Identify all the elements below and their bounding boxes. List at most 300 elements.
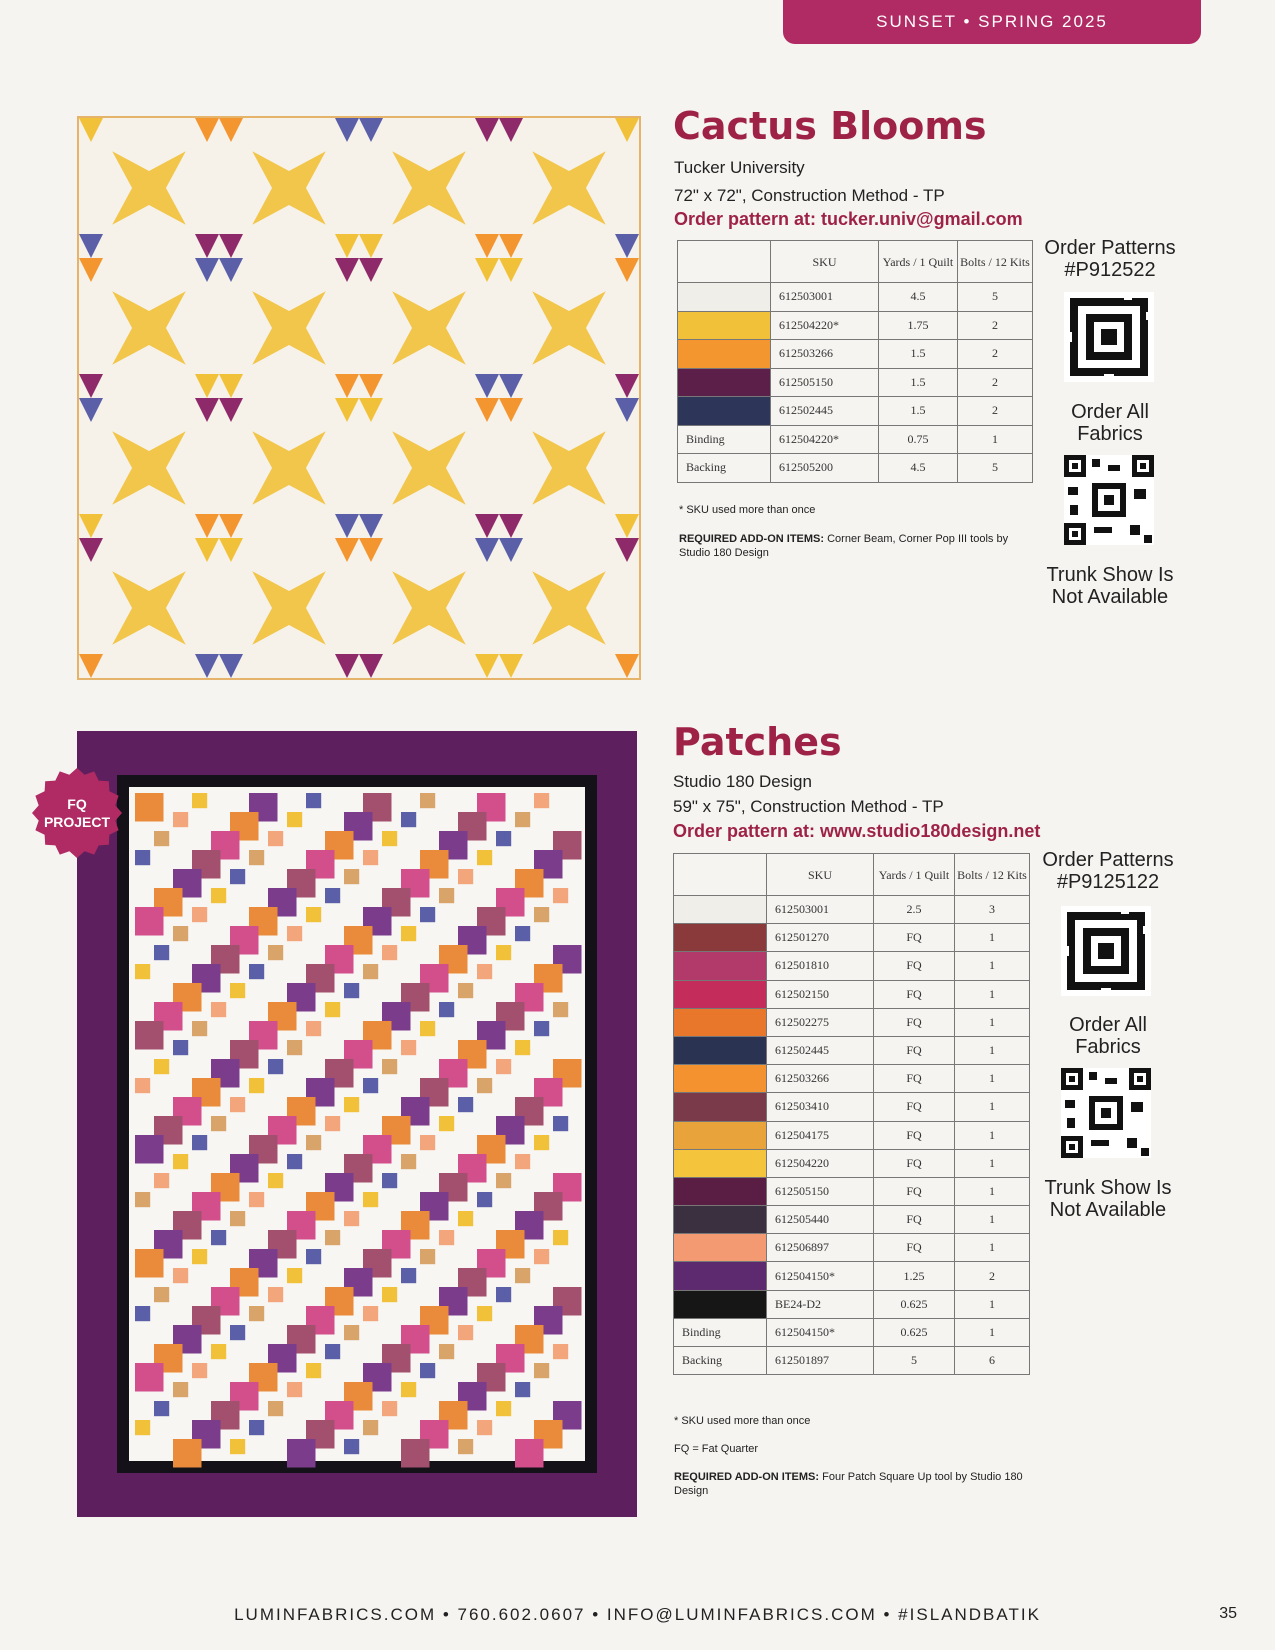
bolts-cell: 1 (955, 1290, 1030, 1318)
fabric-swatch (674, 952, 767, 980)
quilt-patch-square (287, 812, 302, 827)
order-all-text: Order All (1069, 1014, 1147, 1036)
row-label: Binding (678, 425, 771, 454)
sku-cell: 612501270 (767, 924, 874, 952)
quilt-patch-square (211, 888, 226, 903)
sku-cell: 612504175 (767, 1121, 874, 1149)
order-patterns-qr-code[interactable] (1061, 906, 1151, 996)
table-row (674, 896, 1030, 924)
fabric-swatch (674, 1121, 767, 1149)
bolts-cell: 3 (955, 896, 1030, 924)
bolts-cell: 5 (958, 283, 1033, 312)
fabric-swatch (678, 311, 771, 340)
sku-cell: 612503266 (767, 1065, 874, 1093)
quilt-patch-square (382, 1287, 397, 1302)
quilt-patch-square (401, 926, 416, 941)
quilt-patch-square (496, 1401, 511, 1416)
cactus-trunk-show-label (1040, 564, 1180, 608)
quilt-patch-square (249, 1192, 264, 1207)
yards-cell: 0.75 (879, 425, 958, 454)
quilt-patch-square (382, 1173, 397, 1188)
quilt-patch-square (458, 983, 473, 998)
quilt-patch-square (325, 1230, 340, 1245)
sku-cell: 612505150 (767, 1177, 874, 1205)
yards-cell: FQ (874, 1234, 955, 1262)
quilt-patch-square (268, 945, 283, 960)
quilt-patch-square (477, 850, 492, 865)
cactus-quilt-pattern (79, 118, 639, 678)
table-row (674, 1234, 1030, 1262)
bolts-cell: 1 (955, 1149, 1030, 1177)
quilt-patch-square (477, 964, 492, 979)
sku-cell: 612504220* (771, 311, 879, 340)
quilt-patch-square (306, 793, 321, 808)
sku-cell: 612502445 (771, 397, 879, 426)
fabric-swatch (674, 924, 767, 952)
patches-order-link[interactable]: Order pattern at: www.studio180design.net (673, 821, 1041, 841)
quilt-patch-square (363, 964, 378, 979)
yards-cell: 0.625 (874, 1318, 955, 1346)
quilt-patch-square (135, 1363, 164, 1392)
quilt-patch-square (515, 1439, 544, 1468)
table-row (678, 397, 1033, 426)
table-row (674, 952, 1030, 980)
table-row (674, 1206, 1030, 1234)
quilt-patch-square (439, 888, 454, 903)
quilt-patch-square (135, 907, 164, 936)
table-row (674, 980, 1030, 1008)
yards-cell: FQ (874, 1036, 955, 1064)
quilt-patch-square (287, 1382, 302, 1397)
fabric-swatch (674, 980, 767, 1008)
table-row (678, 340, 1033, 369)
fabric-swatch (674, 1008, 767, 1036)
swatch-header (678, 241, 771, 283)
sku-cell: 612502275 (767, 1008, 874, 1036)
quilt-patch-square (135, 1135, 164, 1164)
quilt-patch-square (249, 850, 264, 865)
not-available-text: Not Available (1051, 586, 1169, 608)
fabric-swatch (674, 1149, 767, 1177)
quilt-patch-square (306, 1363, 321, 1378)
cactus-title: Cactus Blooms (673, 104, 987, 148)
fabric-swatch (674, 896, 767, 924)
table-row (674, 1008, 1030, 1036)
patches-size: 59" x 75", Construction Method - TP (673, 797, 944, 816)
bolts-cell: 1 (955, 1093, 1030, 1121)
sku-cell: 612502150 (767, 980, 874, 1008)
yards-cell: FQ (874, 1121, 955, 1149)
quilt-patch-square (173, 1382, 188, 1397)
footer-contact: LUMINFABRICS.COM • 760.602.0607 • INFO@LUMINFABRICS.COM • #ISLANDBATIK (234, 1605, 1041, 1624)
yards-cell: FQ (874, 1093, 955, 1121)
fabric-swatch (674, 1206, 767, 1234)
quilt-patch-square (230, 1097, 245, 1112)
quilt-patch-square (382, 831, 397, 846)
catalog-section-tab: SUNSET • SPRING 2025 (783, 0, 1201, 44)
sku-cell: 612503266 (771, 340, 879, 369)
quilt-patch-square (553, 1344, 568, 1359)
cactus-required-items (679, 532, 1039, 560)
quilt-patch-square (439, 1002, 454, 1017)
fabric-swatch (674, 1065, 767, 1093)
quilt-patch-square (420, 1021, 435, 1036)
quilt-patch-square (344, 1211, 359, 1226)
quilt-patch-square (534, 1135, 549, 1150)
required-text: Four Patch Square Up tool by Studio 180 Design (674, 1471, 1023, 1497)
sku-cell: 612504220* (771, 425, 879, 454)
quilt-patch-square (344, 1325, 359, 1340)
sku-cell: 612501897 (767, 1347, 874, 1375)
quilt-patch-square (268, 831, 283, 846)
table-row (674, 1065, 1030, 1093)
quilt-patch-square (325, 1002, 340, 1017)
quilt-patch-square (420, 907, 435, 922)
yards-cell: 1.25 (874, 1262, 955, 1290)
cactus-order-link[interactable]: Order pattern at: tucker.univ@gmail.com (674, 209, 1023, 229)
patches-order-all-fabrics-label (1038, 1014, 1178, 1058)
quilt-patch-square (515, 812, 530, 827)
quilt-patch-square (496, 945, 511, 960)
sku-header: SKU (771, 241, 879, 283)
quilt-patch-square (534, 1249, 549, 1264)
table-row (674, 924, 1030, 952)
bolts-cell: 2 (958, 397, 1033, 426)
quilt-patch-square (192, 793, 207, 808)
quilt-patch-square (249, 964, 264, 979)
fabric-swatch (674, 1036, 767, 1064)
quilt-patch-square (344, 869, 359, 884)
yards-cell: 4.5 (879, 454, 958, 483)
quilt-patch-square (211, 1230, 226, 1245)
quilt-patch-square (173, 812, 188, 827)
patches-order-patterns-label (1038, 849, 1178, 893)
quilt-patch-square (477, 1420, 492, 1435)
quilt-patch-square (439, 1116, 454, 1131)
sku-header: SKU (767, 854, 874, 896)
fabric-swatch (674, 1262, 767, 1290)
cactus-designer: Tucker University (674, 158, 805, 177)
sku-cell: 612504150* (767, 1262, 874, 1290)
cactus-fabric-table (677, 240, 1033, 483)
sku-cell: 612504220 (767, 1149, 874, 1177)
quilt-patch-square (154, 1287, 169, 1302)
quilt-patch-square (287, 926, 302, 941)
bolts-header: Bolts / 12 Kits (958, 241, 1033, 283)
quilt-patch-square (173, 1040, 188, 1055)
quilt-patch-square (534, 793, 549, 808)
fabrics-text: Fabrics (1075, 1036, 1141, 1058)
quilt-patch-square (173, 926, 188, 941)
quilt-patch-square (401, 1040, 416, 1055)
fabric-swatch (678, 368, 771, 397)
bolts-cell: 1 (955, 1065, 1030, 1093)
table-row (674, 1290, 1030, 1318)
quilt-patch-square (515, 1154, 530, 1169)
table-row (678, 311, 1033, 340)
quilt-patch-square (135, 1078, 150, 1093)
quilt-patch-square (477, 1078, 492, 1093)
quilt-patch-square (534, 907, 549, 922)
quilt-patch-square (420, 1135, 435, 1150)
quilt-patch-square (135, 964, 150, 979)
patches-fq-note: FQ = Fat Quarter (674, 1443, 759, 1455)
yards-cell: 0.625 (874, 1290, 955, 1318)
bolts-cell: 1 (955, 1008, 1030, 1036)
yards-cell: FQ (874, 1008, 955, 1036)
bolts-cell: 1 (955, 1318, 1030, 1346)
quilt-patch-square (515, 1268, 530, 1283)
quilt-patch-square (401, 1382, 416, 1397)
quilt-patch-square (287, 1268, 302, 1283)
fabric-swatch (678, 397, 771, 426)
quilt-patch-square (458, 1097, 473, 1112)
yards-cell: FQ (874, 952, 955, 980)
fabric-swatch (674, 1093, 767, 1121)
yards-header: Yards / 1 Quilt (874, 854, 955, 896)
badge-project-text: PROJECT (43, 814, 111, 830)
quilt-patch-square (173, 1268, 188, 1283)
bolts-cell: 1 (955, 980, 1030, 1008)
quilt-patch-square (268, 1173, 283, 1188)
row-label: Binding (674, 1318, 767, 1346)
quilt-patch-square (515, 926, 530, 941)
bolts-cell: 1 (958, 425, 1033, 454)
table-row (678, 368, 1033, 397)
quilt-patch-square (420, 1363, 435, 1378)
yards-cell: 1.5 (879, 397, 958, 426)
yards-cell: 1.5 (879, 340, 958, 369)
yards-cell: FQ (874, 1149, 955, 1177)
table-row (674, 1093, 1030, 1121)
cactus-order-patterns-label (1040, 237, 1180, 281)
quilt-patch-square (135, 850, 150, 865)
bolts-cell: 1 (955, 1234, 1030, 1262)
quilt-patch-square (553, 1116, 568, 1131)
fabric-swatch (674, 1234, 767, 1262)
table-row (674, 1121, 1030, 1149)
patches-fabric-table (673, 853, 1030, 1375)
quilt-patch-square (363, 1420, 378, 1435)
not-available-text: Not Available (1049, 1199, 1167, 1221)
yards-cell: FQ (874, 1206, 955, 1234)
quilt-patch-square (306, 1249, 321, 1264)
quilt-patch-square (154, 945, 169, 960)
row-label: Backing (674, 1347, 767, 1375)
quilt-patch-square (192, 907, 207, 922)
quilt-patch-square (325, 1344, 340, 1359)
quilt-patch-square (287, 1040, 302, 1055)
quilt-patch-square (287, 1439, 316, 1468)
sku-cell: 612505440 (767, 1206, 874, 1234)
quilt-patch-square (135, 1306, 150, 1321)
quilt-patch-square (192, 1135, 207, 1150)
patches-quilt-pattern (77, 731, 637, 1517)
fq-project-badge (32, 768, 122, 858)
quilt-patch-square (496, 1059, 511, 1074)
yards-cell: FQ (874, 924, 955, 952)
patches-quilt-image (77, 731, 637, 1517)
yards-cell: 2.5 (874, 896, 955, 924)
quilt-patch-square (192, 1363, 207, 1378)
patches-designer: Studio 180 Design (673, 772, 812, 791)
quilt-patch-square (363, 1306, 378, 1321)
quilt-patch-square (154, 1173, 169, 1188)
quilt-patch-square (439, 1230, 454, 1245)
quilt-patch-square (135, 1420, 150, 1435)
quilt-patch-square (439, 1344, 454, 1359)
sku-cell: 612505200 (771, 454, 879, 483)
cactus-sku-note: * SKU used more than once (679, 504, 816, 516)
quilt-patch-square (420, 793, 435, 808)
sku-cell: 612501810 (767, 952, 874, 980)
table-row (678, 425, 1033, 454)
trunk-show-text: Trunk Show Is (1044, 1177, 1172, 1199)
cactus-order-all-fabrics-label (1040, 401, 1180, 445)
bolts-cell: 2 (958, 311, 1033, 340)
quilt-patch-square (306, 1021, 321, 1036)
yards-header: Yards / 1 Quilt (879, 241, 958, 283)
table-row (678, 454, 1033, 483)
yards-cell: 1.5 (879, 368, 958, 397)
quilt-patch-square (363, 1078, 378, 1093)
bolts-cell: 2 (955, 1262, 1030, 1290)
cactus-size: 72" x 72", Construction Method - TP (674, 186, 945, 205)
quilt-patch-square (192, 1021, 207, 1036)
quilt-patch-square (268, 1401, 283, 1416)
quilt-patch-square (401, 1268, 416, 1283)
badge-fq-text: FQ (67, 796, 87, 812)
fabric-swatch (678, 283, 771, 312)
patches-trunk-show-label (1038, 1177, 1178, 1221)
quilt-patch-square (192, 1249, 207, 1264)
table-row (674, 1318, 1030, 1346)
row-label: Backing (678, 454, 771, 483)
yards-cell: 5 (874, 1347, 955, 1375)
quilt-patch-square (154, 1401, 169, 1416)
required-label: REQUIRED ADD-ON ITEMS: (674, 1471, 820, 1483)
quilt-patch-square (211, 1344, 226, 1359)
sku-cell: 612506897 (767, 1234, 874, 1262)
bolts-cell: 1 (955, 1121, 1030, 1149)
table-row (674, 1347, 1030, 1375)
order-all-fabrics-qr-code[interactable] (1064, 455, 1154, 545)
quilt-patch-square (306, 907, 321, 922)
yards-cell: FQ (874, 1177, 955, 1205)
yards-cell: FQ (874, 980, 955, 1008)
swatch-header (674, 854, 767, 896)
quilt-patch-square (363, 1192, 378, 1207)
sku-cell: BE24-D2 (767, 1290, 874, 1318)
fabric-swatch (674, 1177, 767, 1205)
fabric-swatch (674, 1290, 767, 1318)
fabric-swatch (678, 340, 771, 369)
required-text: Corner Beam, Corner Pop III tools by Studio 180 Design (679, 533, 1009, 559)
patches-required-items (674, 1470, 1034, 1498)
quilt-patch-square (344, 1097, 359, 1112)
quilt-patch-square (154, 831, 169, 846)
quilt-patch-square (230, 869, 245, 884)
bolts-cell: 5 (958, 454, 1033, 483)
quilt-patch-square (135, 1249, 164, 1278)
quilt-patch-square (553, 1230, 568, 1245)
yards-cell: 1.75 (879, 311, 958, 340)
bolts-cell: 2 (958, 340, 1033, 369)
quilt-patch-square (211, 1116, 226, 1131)
quilt-patch-square (382, 1401, 397, 1416)
quilt-patch-square (344, 1439, 359, 1454)
table-row (674, 1177, 1030, 1205)
quilt-patch-square (173, 1154, 188, 1169)
quilt-patch-square (230, 983, 245, 998)
quilt-patch-square (534, 1021, 549, 1036)
yards-cell: FQ (874, 1065, 955, 1093)
bolts-cell: 1 (955, 1177, 1030, 1205)
order-patterns-qr-code[interactable] (1064, 292, 1154, 382)
page-number: 35 (1219, 1605, 1237, 1622)
quilt-patch-square (135, 1192, 150, 1207)
patches-sku-note: * SKU used more than once (674, 1415, 811, 1427)
pattern-number: #P912522 (1064, 259, 1156, 281)
quilt-patch-square (268, 1059, 283, 1074)
quilt-patch-square (268, 1287, 283, 1302)
quilt-patch-square (553, 1002, 568, 1017)
quilt-patch-square (325, 1116, 340, 1131)
trunk-show-text: Trunk Show Is (1046, 564, 1174, 586)
pattern-number: #P9125122 (1056, 871, 1160, 893)
quilt-patch-square (420, 1249, 435, 1264)
bolts-header: Bolts / 12 Kits (955, 854, 1030, 896)
quilt-patch-square (382, 945, 397, 960)
bolts-cell: 6 (955, 1347, 1030, 1375)
quilt-patch-square (211, 1002, 226, 1017)
quilt-patch-square (496, 1287, 511, 1302)
quilt-patch-square (401, 1439, 430, 1468)
table-row (674, 1036, 1030, 1064)
bolts-cell: 2 (958, 368, 1033, 397)
order-all-fabrics-qr-code[interactable] (1061, 1068, 1151, 1158)
quilt-patch-square (249, 1306, 264, 1321)
yards-cell: 4.5 (879, 283, 958, 312)
sku-cell: 612503001 (771, 283, 879, 312)
quilt-patch-square (249, 1078, 264, 1093)
quilt-patch-square (344, 983, 359, 998)
order-all-text: Order All (1071, 401, 1149, 423)
quilt-patch-square (496, 831, 511, 846)
sku-cell: 612505150 (771, 368, 879, 397)
quilt-patch-square (458, 869, 473, 884)
table-row (674, 1262, 1030, 1290)
sku-cell: 612503001 (767, 896, 874, 924)
quilt-patch-square (306, 1135, 321, 1150)
table-row (678, 283, 1033, 312)
sku-cell: 612502445 (767, 1036, 874, 1064)
quilt-patch-square (496, 1173, 511, 1188)
quilt-patch-square (173, 1439, 202, 1468)
quilt-patch-square (401, 1154, 416, 1169)
quilt-patch-square (458, 1439, 473, 1454)
bolts-cell: 1 (955, 952, 1030, 980)
quilt-patch-square (230, 1211, 245, 1226)
quilt-patch-square (458, 1211, 473, 1226)
quilt-patch-square (325, 888, 340, 903)
quilt-patch-square (287, 1154, 302, 1169)
quilt-patch-square (363, 850, 378, 865)
order-patterns-text: Order Patterns (1042, 849, 1174, 871)
fabrics-text: Fabrics (1077, 423, 1143, 445)
quilt-patch-square (230, 1325, 245, 1340)
sku-cell: 612503410 (767, 1093, 874, 1121)
